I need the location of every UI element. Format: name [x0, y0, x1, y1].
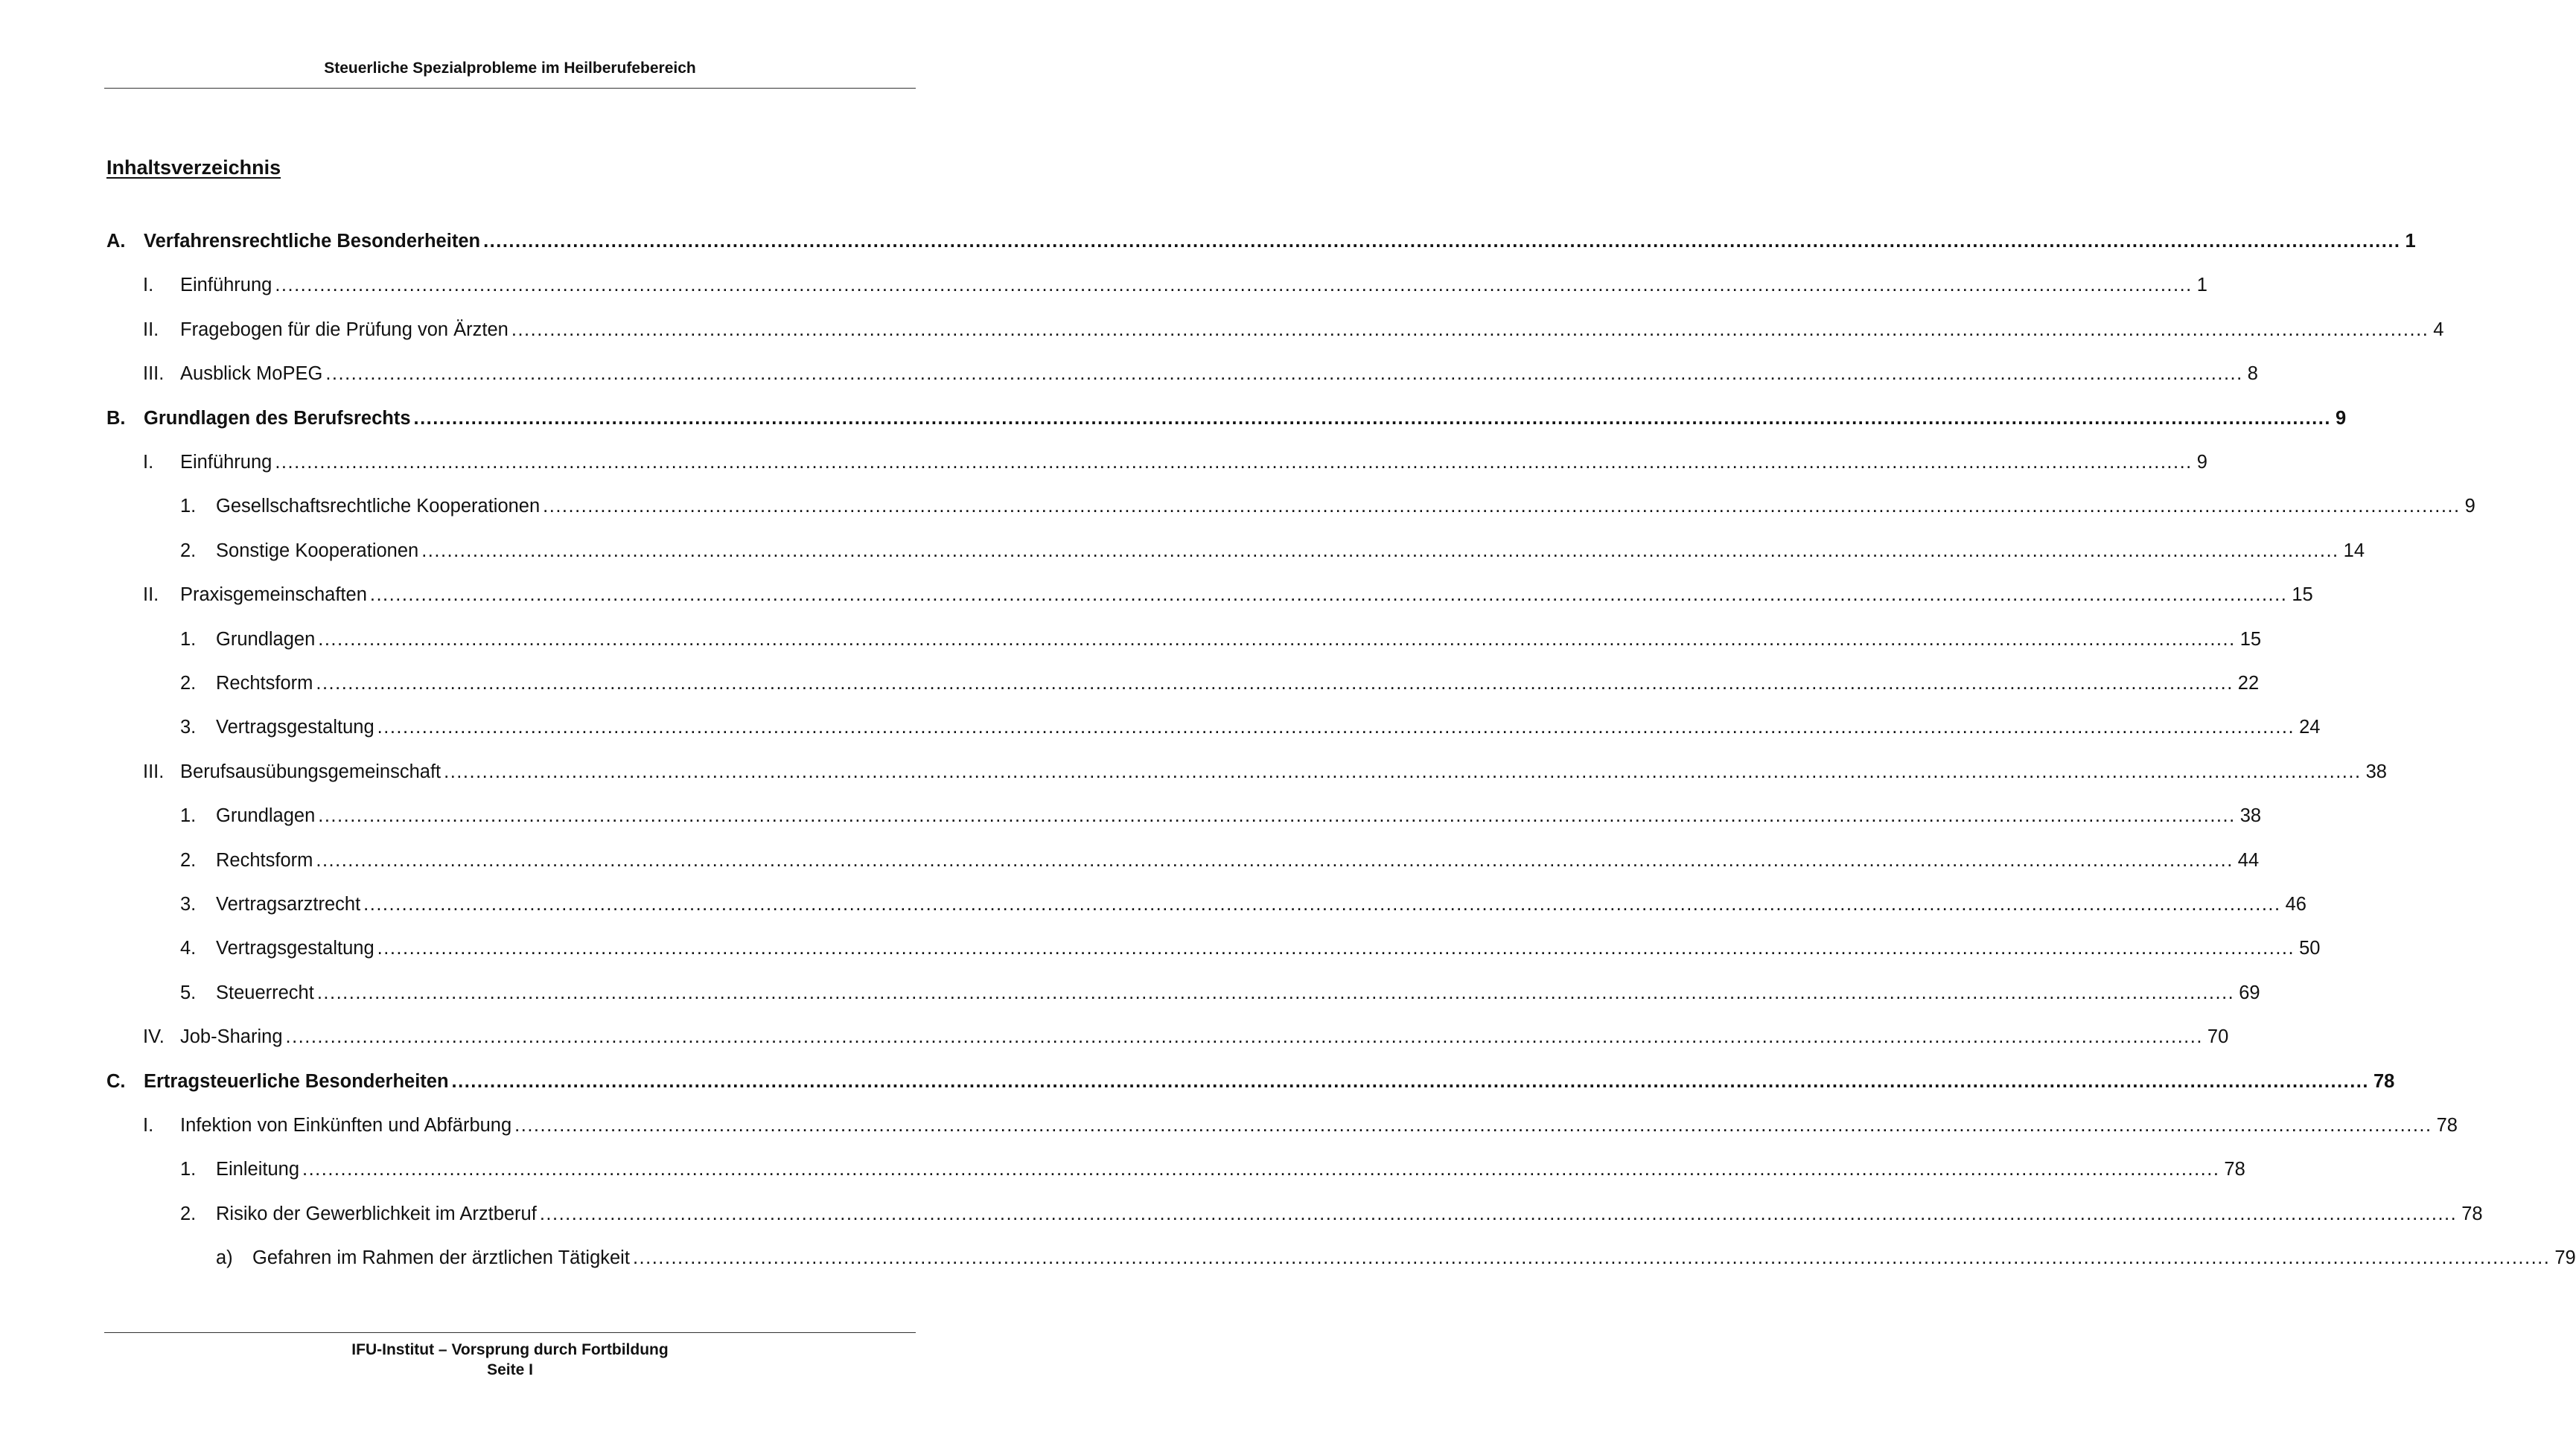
- toc-entry-number: 2.: [180, 540, 197, 561]
- toc-entry-number: B.: [106, 407, 126, 429]
- toc-entry-title: Risiko der Gewerblichkeit im Arztberuf: [216, 1203, 537, 1224]
- toc-entry-title: Grundlagen des Berufsrechts: [144, 407, 411, 429]
- toc-entry[interactable]: [0, 1022, 2229, 1052]
- toc-entry-number: 1.: [180, 628, 197, 650]
- toc-entry-line: [144, 226, 2416, 256]
- toc-entry-page: 8: [2247, 363, 2258, 385]
- toc-entry-number: 1.: [180, 805, 197, 827]
- toc-entry-page: 79: [2554, 1247, 2576, 1269]
- toc-entry-page: 46: [2285, 894, 2306, 915]
- toc-entry-page: 38: [2239, 805, 2262, 827]
- toc-entry-page: 38: [2365, 761, 2387, 782]
- toc-entry-number: 1.: [180, 1159, 197, 1180]
- toc-entry-number: I.: [143, 275, 154, 296]
- toc-entry-line: [216, 712, 2321, 742]
- toc-entry-title: Sonstige Kooperationen: [216, 540, 419, 561]
- toc-entry-page: 50: [2299, 938, 2321, 959]
- toc-dot-leader: ............................................................................................................................................................................................................................................................................................................: [325, 363, 2243, 385]
- toc-entry[interactable]: [0, 1067, 2395, 1096]
- toc-entry-title: Gesellschaftsrechtliche Kooperationen: [216, 496, 541, 517]
- footer-institute: IFU-Institut – Vorsprung durch Fortbildung: [351, 1341, 669, 1358]
- toc-entry-page: 24: [2299, 717, 2321, 738]
- toc-entry-title: Vertragsgestaltung: [216, 938, 374, 959]
- toc-entry-line: [144, 403, 2347, 433]
- toc-entry-line: [180, 359, 2258, 389]
- toc-entry-page: 70: [2207, 1026, 2229, 1048]
- toc-entry-number: 2.: [180, 1203, 197, 1224]
- toc-entry[interactable]: [0, 624, 2262, 654]
- toc-entry-line: [216, 801, 2262, 831]
- toc-entry-page: 78: [2461, 1203, 2483, 1224]
- toc-entry-number: 2.: [180, 849, 197, 871]
- toc-entry[interactable]: [0, 536, 2365, 566]
- toc-entry-title: Steuerrecht: [216, 982, 314, 1003]
- toc-entry-number: 3.: [180, 717, 197, 738]
- toc-entry-line: [180, 447, 2207, 477]
- toc-dot-leader: ............................................................................................................................................................................................................................................................................................................: [444, 761, 2362, 782]
- toc-dot-leader: ............................................................................................................................................................................................................................................................................................................: [316, 849, 2234, 871]
- toc-entry-line: [216, 1199, 2483, 1229]
- toc-entry-title: Infektion von Einkünften und Abfärbung: [180, 1115, 512, 1136]
- toc-entry[interactable]: [0, 359, 2258, 389]
- footer-page-number: Seite I: [487, 1361, 533, 1378]
- toc-dot-leader: ............................................................................................................................................................................................................................................................................................................: [377, 717, 2295, 738]
- toc-entry-title: Einführung: [180, 452, 272, 473]
- toc-dot-leader: ............................................................................................................................................................................................................................................................................................................: [318, 628, 2236, 650]
- toc-entry-page: 9: [2196, 452, 2207, 473]
- toc-entry-page: 1: [2196, 275, 2207, 296]
- toc-entry-number: III.: [143, 363, 165, 385]
- toc-dot-leader: ............................................................................................................................................................................................................................................................................................................: [275, 275, 2193, 296]
- toc-entry[interactable]: [0, 447, 2207, 477]
- toc-entry-title: Rechtsform: [216, 673, 313, 694]
- toc-entry[interactable]: [0, 1110, 2458, 1140]
- toc-entry[interactable]: [0, 757, 2387, 787]
- toc-entry-line: [216, 978, 2260, 1008]
- toc-entry-title: Berufsausübungsgemeinschaft: [180, 761, 441, 782]
- toc-entry[interactable]: [0, 845, 2260, 875]
- toc-entry-number: 5.: [180, 982, 197, 1003]
- toc-entry-page: 78: [2373, 1070, 2395, 1092]
- toc-entry[interactable]: [0, 978, 2260, 1008]
- toc-entry[interactable]: [0, 801, 2262, 831]
- toc-entry-page: 15: [2292, 584, 2313, 606]
- page-header: Steuerliche Spezialprobleme im Heilberufebereich: [324, 60, 696, 77]
- toc-dot-leader: ............................................................................................................................................................................................................................................................................................................: [413, 407, 2331, 429]
- toc-entry-number: a): [216, 1247, 233, 1269]
- toc-entry-line: [216, 845, 2260, 875]
- toc-entry-title: Rechtsform: [216, 849, 313, 871]
- toc-entry[interactable]: [0, 315, 2444, 345]
- toc-entry-line: [180, 1110, 2458, 1140]
- toc-entry[interactable]: [0, 580, 2313, 610]
- toc-dot-leader: ............................................................................................................................................................................................................................................................................................................: [539, 1203, 2458, 1224]
- toc-entry-number: A.: [106, 231, 126, 252]
- toc-entry-title: Ausblick MoPEG: [180, 363, 323, 385]
- toc-entry-line: [252, 1243, 2576, 1273]
- toc-dot-leader: ............................................................................................................................................................................................................................................................................................................: [514, 1115, 2432, 1136]
- toc-entry-title: Ertragsteuerliche Besonderheiten: [144, 1070, 449, 1092]
- toc-entry-page: 78: [2224, 1159, 2245, 1180]
- toc-entry[interactable]: [0, 491, 2475, 521]
- toc-entry-line: [216, 668, 2260, 698]
- toc-entry-page: 14: [2343, 540, 2365, 561]
- toc-entry-number: C.: [106, 1070, 126, 1092]
- page-footer: [104, 1340, 916, 1380]
- toc-entry-title: Grundlagen: [216, 628, 316, 650]
- toc-entry-title: Vertragsarztrecht: [216, 894, 361, 915]
- toc-dot-leader: ............................................................................................................................................................................................................................................................................................................: [483, 231, 2401, 252]
- toc-entry[interactable]: [0, 1154, 2245, 1184]
- toc-entry-title: Job-Sharing: [180, 1026, 283, 1048]
- toc-entry-page: 9: [2464, 496, 2475, 517]
- toc-entry-title: Vertragsgestaltung: [216, 717, 374, 738]
- toc-entry-page: 15: [2239, 628, 2262, 650]
- toc-entry-number: I.: [143, 452, 154, 473]
- toc-entry-title: Praxisgemeinschaften: [180, 584, 367, 606]
- toc-entry[interactable]: [0, 933, 2321, 963]
- toc-dot-leader: ............................................................................................................................................................................................................................................................................................................: [316, 982, 2235, 1003]
- toc-entry-line: [216, 491, 2475, 521]
- toc-entry-line: [180, 315, 2444, 345]
- toc-entry[interactable]: [0, 1199, 2483, 1229]
- toc-dot-leader: ............................................................................................................................................................................................................................................................................................................: [363, 894, 2281, 915]
- toc-dot-leader: ............................................................................................................................................................................................................................................................................................................: [377, 938, 2295, 959]
- toc-entry[interactable]: [0, 226, 2416, 256]
- toc-entry-title: Grundlagen: [216, 805, 316, 827]
- toc-entry[interactable]: [0, 1243, 2576, 1273]
- toc-entry-line: [216, 933, 2321, 963]
- toc-entry-page: 9: [2335, 407, 2347, 429]
- toc-entry-line: [180, 1022, 2229, 1052]
- toc-entry-number: I.: [143, 1115, 154, 1136]
- toc-dot-leader: ............................................................................................................................................................................................................................................................................................................: [318, 805, 2236, 827]
- toc-entry-number: 1.: [180, 496, 197, 517]
- toc-entry-line: [180, 270, 2207, 300]
- toc-entry-title: Einleitung: [216, 1159, 299, 1180]
- toc-entry-number: II.: [143, 584, 159, 606]
- toc-entry-line: [216, 624, 2262, 654]
- toc-dot-leader: ............................................................................................................................................................................................................................................................................................................: [275, 452, 2193, 473]
- toc-entry-page: 4: [2433, 319, 2444, 340]
- toc-entry-title: Verfahrensrechtliche Besonderheiten: [144, 231, 481, 252]
- toc-entry-title: Fragebogen für die Prüfung von Ärzten: [180, 319, 508, 340]
- toc-entry-title: Einführung: [180, 275, 272, 296]
- toc-entry[interactable]: [0, 712, 2321, 742]
- toc-entry-page: 22: [2237, 673, 2260, 694]
- toc-entry-number: II.: [143, 319, 159, 340]
- toc-dot-leader: ............................................................................................................................................................................................................................................................................................................: [316, 673, 2234, 694]
- toc-entry-page: 78: [2436, 1115, 2458, 1136]
- toc-entry-number: III.: [143, 761, 165, 782]
- toc-entry-line: [216, 536, 2365, 566]
- toc-entry[interactable]: [0, 668, 2260, 698]
- toc-entry-title: Gefahren im Rahmen der ärztlichen Tätigkeit: [252, 1247, 630, 1269]
- toc-entry-page: 69: [2239, 982, 2260, 1003]
- toc-entry-line: [216, 889, 2306, 919]
- footer-rule: [104, 1332, 916, 1333]
- toc-entry-number: 4.: [180, 938, 197, 959]
- header-rule: [104, 88, 916, 89]
- toc-entry[interactable]: [0, 270, 2207, 300]
- toc-entry-line: [180, 580, 2313, 610]
- toc-entry-number: 3.: [180, 894, 197, 915]
- toc-entry-line: [180, 757, 2387, 787]
- toc-entry-line: [216, 1154, 2245, 1184]
- toc-dot-leader: ............................................................................................................................................................................................................................................................................................................: [451, 1070, 2369, 1092]
- toc-dot-leader: ............................................................................................................................................................................................................................................................................................................: [285, 1026, 2203, 1048]
- toc-entry-page: 1: [2405, 231, 2416, 252]
- toc-entry-number: IV.: [143, 1026, 165, 1048]
- toc-title: Inhaltsverzeichnis: [106, 156, 281, 179]
- toc-entry-line: [144, 1067, 2395, 1096]
- toc-entry-page: 44: [2237, 849, 2260, 871]
- toc-dot-leader: ............................................................................................................................................................................................................................................................................................................: [632, 1247, 2551, 1269]
- toc-dot-leader: ............................................................................................................................................................................................................................................................................................................: [421, 540, 2339, 561]
- toc-dot-leader: ............................................................................................................................................................................................................................................................................................................: [543, 496, 2461, 517]
- toc-dot-leader: ............................................................................................................................................................................................................................................................................................................: [302, 1159, 2220, 1180]
- toc-dot-leader: ............................................................................................................................................................................................................................................................................................................: [369, 584, 2288, 606]
- toc-dot-leader: ............................................................................................................................................................................................................................................................................................................: [511, 319, 2429, 340]
- toc-entry[interactable]: [0, 403, 2347, 433]
- toc-entry[interactable]: [0, 889, 2306, 919]
- toc-entry-number: 2.: [180, 673, 197, 694]
